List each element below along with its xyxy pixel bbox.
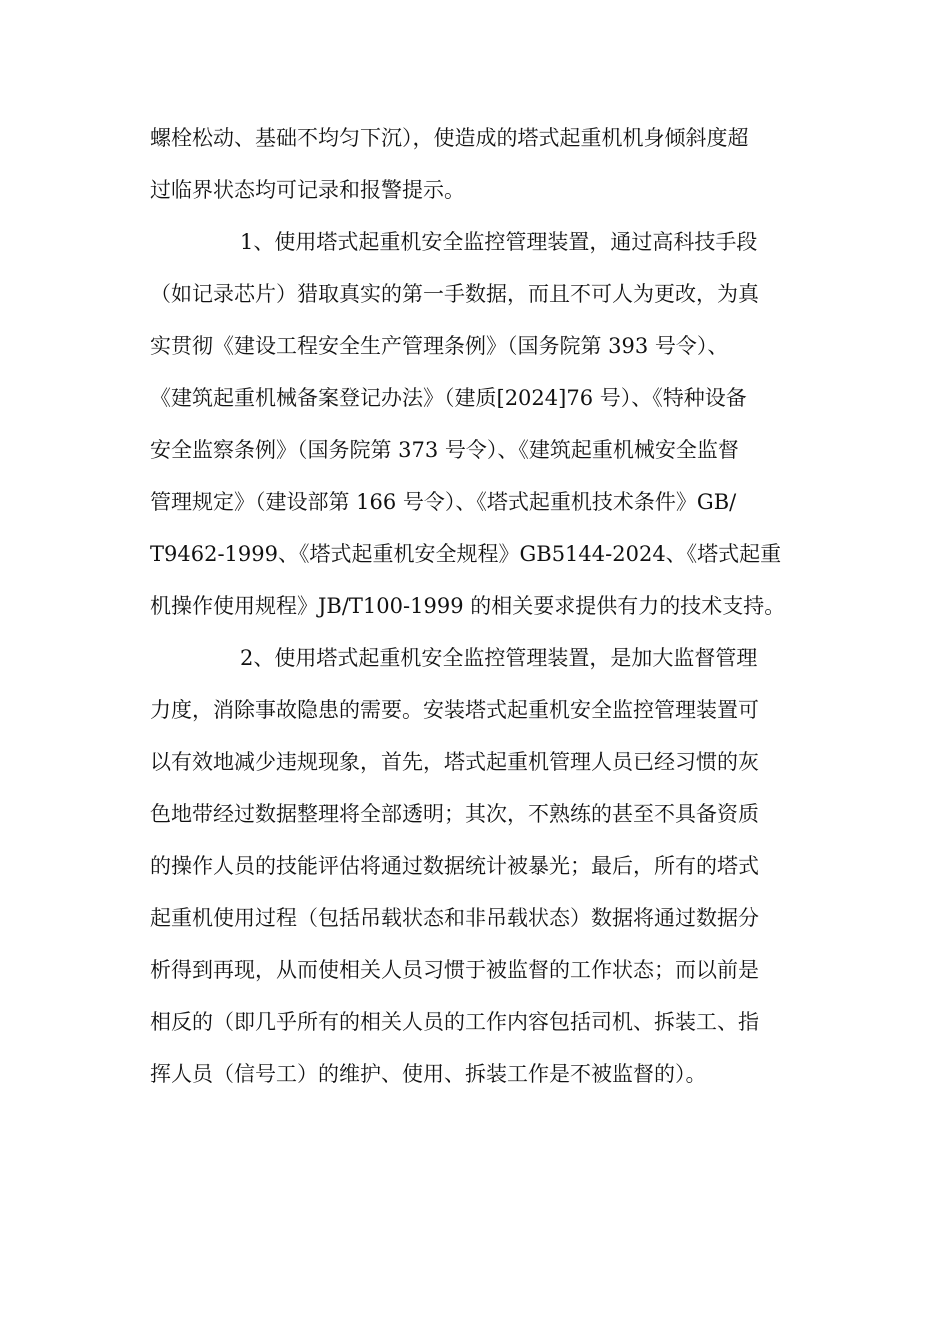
paragraph-2-line-8: 机操作使用规程》JB/T100-1999 的相关要求提供有力的技术支持。	[150, 594, 786, 618]
paragraph-3-line-5: 的操作人员的技能评估将通过数据统计被暴光；最后，所有的塔式	[150, 854, 759, 878]
paragraph-2-line-5: 安全监察条例》（国务院第 373 号令）、《建筑起重机械安全监督	[150, 438, 739, 462]
paragraph-2-line-2: （如记录芯片）猎取真实的第一手数据，而且不可人为更改，为真	[150, 282, 759, 306]
paragraph-3-line-3: 以有效地减少违规现象，首先，塔式起重机管理人员已经习惯的灰	[150, 750, 759, 774]
paragraph-2-line-3: 实贯彻《建设工程安全生产管理条例》（国务院第 393 号令）、	[150, 334, 729, 358]
paragraph-3-line-7: 析得到再现，从而使相关人员习惯于被监督的工作状态；而以前是	[150, 958, 759, 982]
paragraph-2-line-4: 《建筑起重机械备案登记办法》（建质[2024]76 号）、《特种设备	[150, 386, 747, 410]
paragraph-3-line-1: 2、使用塔式起重机安全监控管理装置，是加大监督管理	[240, 646, 758, 670]
paragraph-3-line-8: 相反的（即几乎所有的相关人员的工作内容包括司机、拆装工、指	[150, 1010, 759, 1034]
paragraph-1-line-2: 过临界状态均可记录和报警提示。	[150, 178, 465, 202]
paragraph-2-line-1: 1、使用塔式起重机安全监控管理装置，通过高科技手段	[240, 230, 758, 254]
paragraph-3-line-9: 挥人员（信号工）的维护、使用、拆装工作是不被监督的）。	[150, 1062, 707, 1086]
paragraph-1-line-1: 螺栓松动、基础不均匀下沉），使造成的塔式起重机机身倾斜度超	[150, 126, 749, 150]
paragraph-2-line-6: 管理规定》（建设部第 166 号令）、《塔式起重机技术条件》GB/	[150, 490, 737, 514]
paragraph-2-line-7: T9462-1999、《塔式起重机安全规程》GB5144-2024、《塔式起重	[150, 542, 782, 566]
paragraph-3-line-4: 色地带经过数据整理将全部透明；其次，不熟练的甚至不具备资质	[150, 802, 759, 826]
paragraph-3-line-2: 力度，消除事故隐患的需要。安装塔式起重机安全监控管理装置可	[150, 698, 759, 722]
paragraph-3-line-6: 起重机使用过程（包括吊载状态和非吊载状态）数据将通过数据分	[150, 906, 759, 930]
